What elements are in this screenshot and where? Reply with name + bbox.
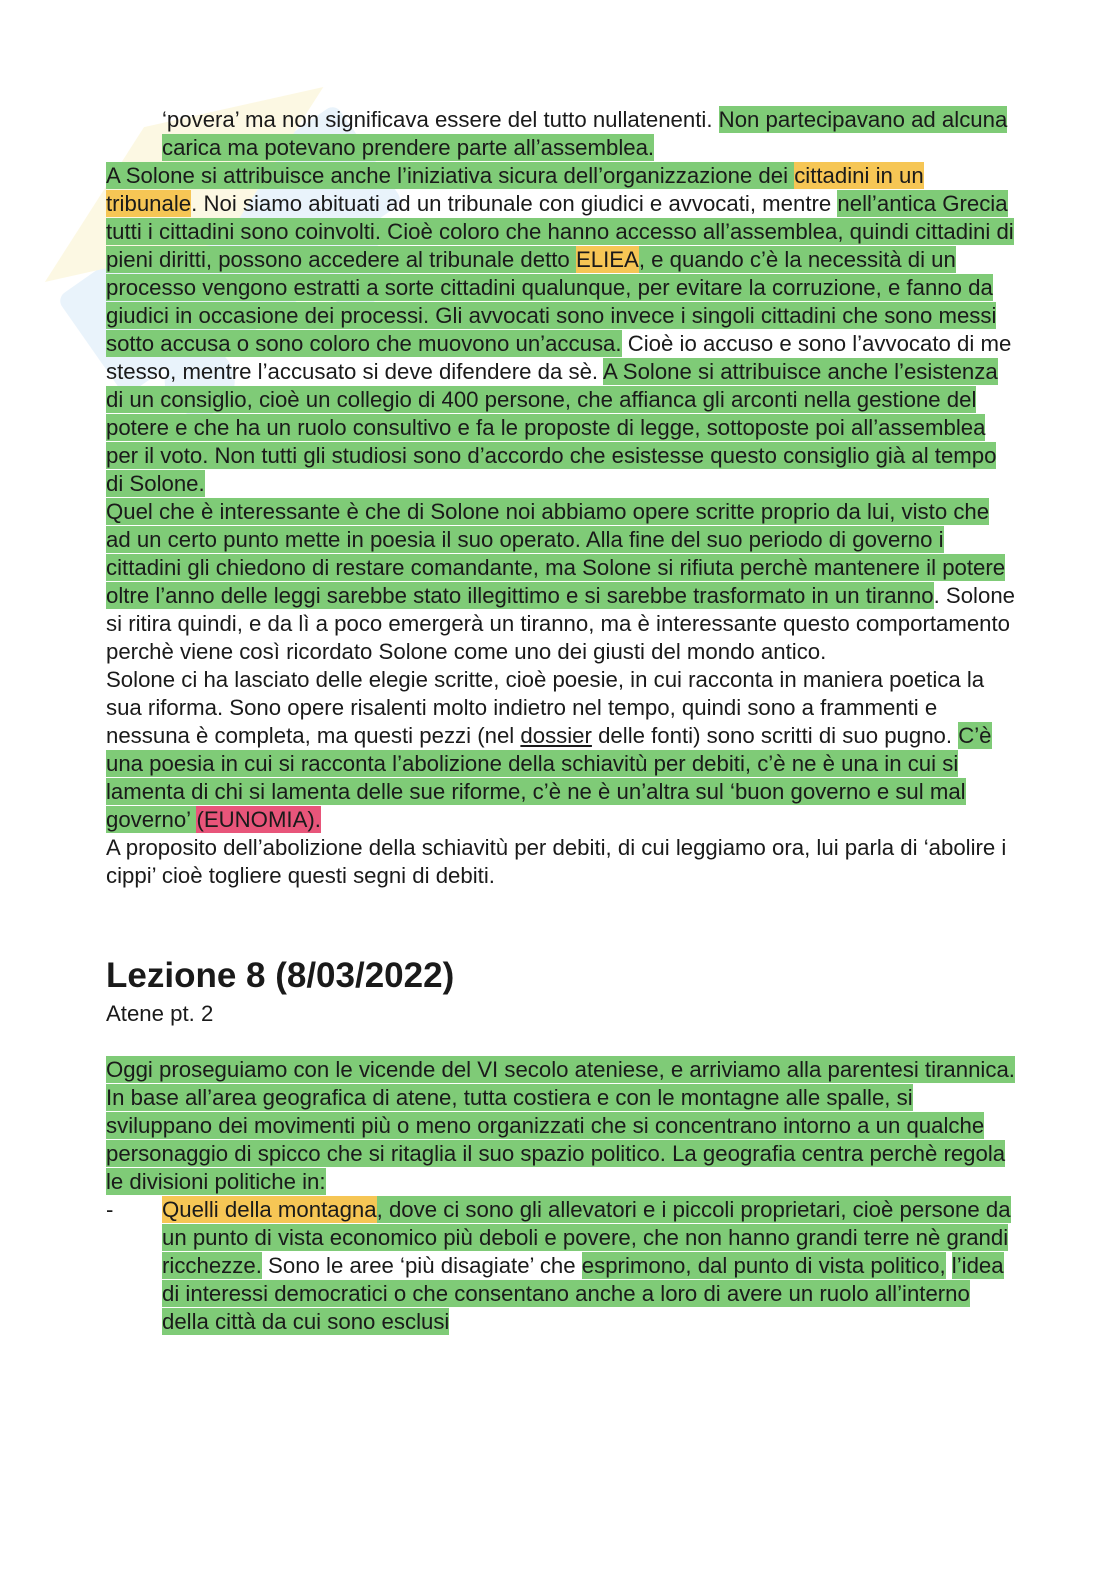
highlight-green: A Solone si attribuisce anche l’iniziativa sicura dell’organizzazione dei [106, 163, 795, 188]
highlight-yellow: Quelli della montagna [162, 1197, 377, 1222]
highlight-pink: (EUNOMIA). [196, 807, 321, 832]
paragraph-4: Solone ci ha lasciato delle elegie scritte, cioè poesie, in cui racconta in maniera poetica la sua riforma. Sono opere risalenti molto indietro nel tempo, quindi sono a frammenti e nessuna è completa, ma questi pezzi (nel dossier delle fonti) sono scritti di suo pugno. C’è una poesia in cui si racconta l’abolizione della schiavitù per debiti, c’è ne è una in cui si lamenta di chi si lamenta delle sue riforme, c’è ne è un’altra sul ‘buon governo e sul mal governo’ (EUNOMIA). [106, 667, 992, 832]
paragraph-3: Quel che è interessante è che di Solone noi abbiamo opere scritte proprio da lui, visto che ad un certo punto mette in poesia il suo operato. Alla fine del suo periodo di governo i cittadini gli chiedono di restare comandante, ma Solone si rifiuta perchè mantenere il potere oltre l’anno delle leggi sarebbe stato illegittimo e si sarebbe trasformato in un tiranno. Solone si ritira quindi, e da lì a poco emergerà un tiranno, ma è interessante questo comportamento perchè viene così ricordato Solone come uno dei giusti del mondo antico. [106, 499, 1015, 664]
highlight-green: C’è una poesia in cui si racconta l’abolizione della schiavitù per debiti, c’è ne è una in cui si lamenta di chi si lamenta delle sue riforme, c’è ne è un’altra sul ‘buon governo e sul mal governo’ [106, 723, 992, 832]
highlight-green: nell’antica Grecia tutti i cittadini sono coinvolti. Cioè coloro che hanno accesso all’assemblea, quindi cittadini di pieni diritti, possono accedere al tribunale detto [106, 191, 1014, 272]
document-body [106, 106, 1016, 1336]
highlight-green: esprimono, dal punto di vista politico, [581, 1253, 946, 1278]
highlight-green: A Solone si attribuisce anche l’esistenza di un consiglio, cioè un collegio di 400 persone, che affianca gli arconti nella gestione del potere e che ha un ruolo consultivo e fa le proposte di legge, sottoposte poi all’assemblea per il voto. Non tutti gli studiosi sono d’accordo che esistesse questo consiglio già al tempo di Solone. [106, 359, 998, 496]
highlight-yellow: cittadini in un tribunale [106, 163, 924, 216]
paragraph-2: A Solone si attribuisce anche l’iniziativa sicura dell’organizzazione dei cittadini in un tribunale. Noi siamo abituati ad un tribunale con giudici e avvocati, mentre nell’antica Grecia tutti i cittadini sono coinvolti. Cioè coloro che hanno accesso all’assemblea, quindi cittadini di pieni diritti, possono accedere al tribunale detto ELIEA, e quando c’è la necessità di un processo vengono estratti a sorte cittadini qualunque, per evitare la corruzione, e fanno da giudici in occasione dei processi. Gli avvocati sono invece i singoli cittadini che sono messi sotto accusa o sono coloro che muovono un’accusa. Cioè io accuso e sono l’avvocato di me stesso, mentre l’accusato si deve difendere da sè. A Solone si attribuisce anche l’esistenza di un consiglio, cioè un collegio di 400 persone, che affianca gli arconti nella gestione del potere e che ha un ruolo consultivo e fa le proposte di legge, sottoposte poi all’assemblea per il voto. Non tutti gli studiosi sono d’accordo che esistesse questo consiglio già al tempo di Solone. [106, 163, 1014, 496]
highlight-yellow: ELIEA [575, 247, 639, 272]
highlight-green: Non partecipavano ad alcuna carica ma potevano prendere parte all’assemblea. [162, 107, 1008, 160]
list-item: - Quelli della montagna, dove ci sono gli allevatori e i piccoli proprietari, cioè persone da un punto di vista economico più deboli e povere, che non hanno grandi terre nè grandi ricchezze. Sono le aree ‘più disagiate’ che esprimono, dal punto di vista politico, l’idea di interessi democratici o che consentano anche a loro di avere un ruolo all’interno della città da cui sono esclusi [106, 1197, 1011, 1334]
bullet-dash: - [106, 1197, 114, 1222]
lesson-subtitle: Atene pt. 2 [106, 1001, 214, 1026]
underlined-word: dossier [520, 723, 592, 748]
paragraph-5: A proposito dell’abolizione della schiavitù per debiti, di cui leggiamo ora, lui parla di ‘abolire i cippi’ cioè togliere questi segni di debiti. [106, 835, 1007, 888]
lesson-title: Lezione 8 (8/03/2022) [106, 956, 455, 995]
highlight-green: l’idea di interessi democratici o che consentano anche a loro di avere un ruolo all’interno della città da cui sono esclusi [162, 1253, 1004, 1334]
highlight-green: Oggi proseguiamo con le vicende del VI secolo ateniese, e arriviamo alla parentesi tirannica. In base all’area geografica di atene, tutta costiera e con le montagne alle spalle, si sviluppano dei movimenti più o meno organizzati che si concentrano intorno a un qualche personaggio di spicco che si ritaglia il suo spazio politico. La geografia centra perchè regola le divisioni politiche in: [106, 1057, 1015, 1194]
highlight-green: Quel che è interessante è che di Solone noi abbiamo opere scritte proprio da lui, visto che ad un certo punto mette in poesia il suo operato. Alla fine del suo periodo di governo i cittadini gli chiedono di restare comandante, ma Solone si rifiuta perchè mantenere il potere oltre l’anno delle leggi sarebbe stato illegittimo e si sarebbe trasformato in un tiranno [106, 499, 1006, 608]
highlight-green: , dove ci sono gli allevatori e i piccoli proprietari, cioè persone da un punto di vista economico più deboli e povere, che non hanno grandi terre nè grandi ricchezze. [162, 1197, 1011, 1278]
spacer [106, 1028, 1016, 1056]
highlight-green: , e quando c’è la necessità di un processo vengono estratti a sorte cittadini qualunque, per evitare la corruzione, e fanno da giudici in occasione dei processi. Gli avvocati sono invece i singoli cittadini che sono messi sotto accusa o sono coloro che muovono un’accusa. [106, 247, 997, 356]
paragraph-1: ‘povera’ ma non significava essere del tutto nullatenenti. Non partecipavano ad alcuna carica ma potevano prendere parte all’assemblea. [162, 107, 1008, 160]
paragraph-6 [106, 1056, 1016, 1196]
